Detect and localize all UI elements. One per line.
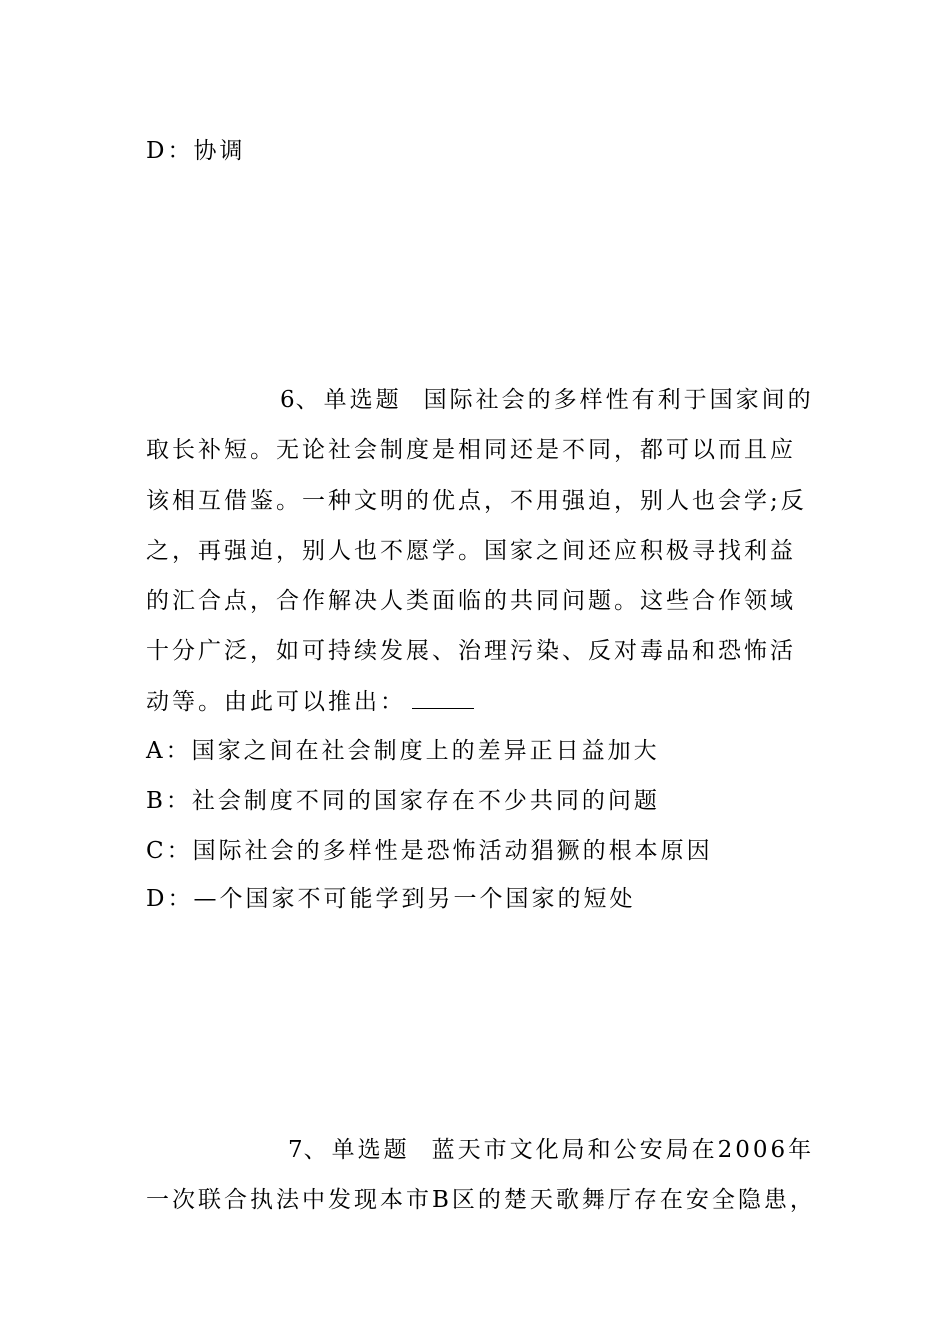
q6-stem-line: 该相互借鉴。一种文明的优点，不用强迫，别人也会学;反 — [146, 488, 807, 514]
q6-option-a: A：国家之间在社会制度上的差异正日益加大 — [146, 738, 660, 764]
q6-first-line — [280, 385, 814, 415]
q6-option-d: D：—个国家不可能学到另一个国家的短处 — [146, 886, 636, 912]
q6-stem-last-line — [146, 686, 474, 717]
q6-stem-line: 十分广泛，如可持续发展、治理污染、反对毒品和恐怖活 — [146, 638, 796, 664]
q6-stem-line: 国际社会的多样性有利于国家间的 — [423, 387, 814, 413]
q6-number: 6、 — [280, 387, 320, 413]
prev-option-d: D：协调 — [146, 138, 246, 164]
q7-type: 单选题 — [331, 1137, 410, 1163]
q6-stem-line: 之，再强迫，别人也不愿学。国家之间还应积极寻找利益 — [146, 538, 796, 564]
q6-option-c: C：国际社会的多样性是恐怖活动猖獗的根本原因 — [146, 838, 713, 864]
q6-type: 单选题 — [323, 387, 402, 413]
q7-first-line — [288, 1135, 814, 1165]
q6-stem-line: 的汇合点，合作解决人类面临的共同问题。这些合作领域 — [146, 588, 796, 614]
q7-stem-line: 一次联合执法中发现本市B区的楚天歌舞厅存在安全隐患， — [146, 1187, 816, 1213]
q7-number: 7、 — [288, 1137, 328, 1163]
q7-stem-line: 蓝天市文化局和公安局在2006年 — [431, 1137, 815, 1163]
q6-stem-line: 动等。由此可以推出： — [146, 689, 406, 715]
q6-stem-line: 取长补短。无论社会制度是相同还是不同，都可以而且应 — [146, 437, 796, 463]
answer-blank — [412, 686, 474, 709]
q6-option-b: B：社会制度不同的国家存在不少共同的问题 — [146, 788, 660, 814]
